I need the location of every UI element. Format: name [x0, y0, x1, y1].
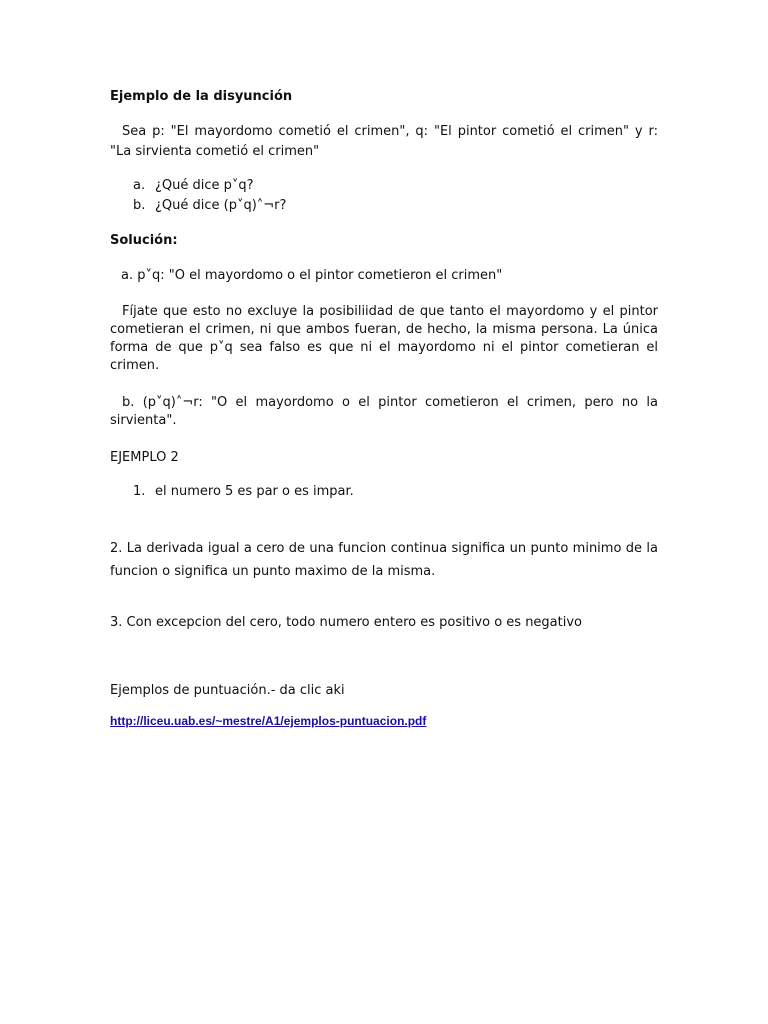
example2-item2: 2. La derivada igual a cero de una funcion continua significa un punto minimo de la funcion o significa un punto maximo de la misma. — [110, 541, 658, 579]
intro-paragraph: Sea p: "El mayordomo cometió el crimen", q: "El pintor cometió el crimen" y r: "La sirvienta cometió el crimen" — [110, 124, 658, 159]
question-a-marker: a. — [133, 178, 146, 193]
question-a-text: ¿Qué dice p˅q? — [155, 178, 254, 193]
question-b-marker: b. — [133, 198, 146, 213]
explanation-paragraph: Fíjate que esto no excluye la posibiliidad de que tanto el mayordomo y el pintor cometieran el crimen, ni que ambos fueran, de hecho, la misma persona. La única forma de que p˅q sea falso es que ni el mayordomo ni el pintor cometieran el crimen. — [110, 304, 658, 373]
answer-a: a. p˅q: "O el mayordomo o el pintor cometieron el crimen" — [121, 268, 503, 283]
answer-b: b. (p˅q)˄¬r: "O el mayordomo o el pintor cometieron el crimen, pero no la sirvienta". — [110, 395, 658, 428]
punctuation-text: Ejemplos de puntuación.- da clic aki — [110, 683, 345, 698]
example2-heading: EJEMPLO 2 — [110, 450, 179, 465]
punctuation-pdf-link[interactable]: http://liceu.uab.es/~mestre/A1/ejemplos-puntuacion.pdf — [110, 714, 427, 728]
heading-disyuncion: Ejemplo de la disyunción — [110, 89, 293, 104]
solution-heading: Solución: — [110, 233, 178, 248]
example2-item1-marker: 1. — [133, 484, 146, 499]
example2-item3: 3. Con excepcion del cero, todo numero entero es positivo o es negativo — [110, 615, 583, 630]
example2-item1: el numero 5 es par o es impar. — [155, 484, 354, 499]
question-b-text: ¿Qué dice (p˅q)˄¬r? — [155, 198, 287, 213]
